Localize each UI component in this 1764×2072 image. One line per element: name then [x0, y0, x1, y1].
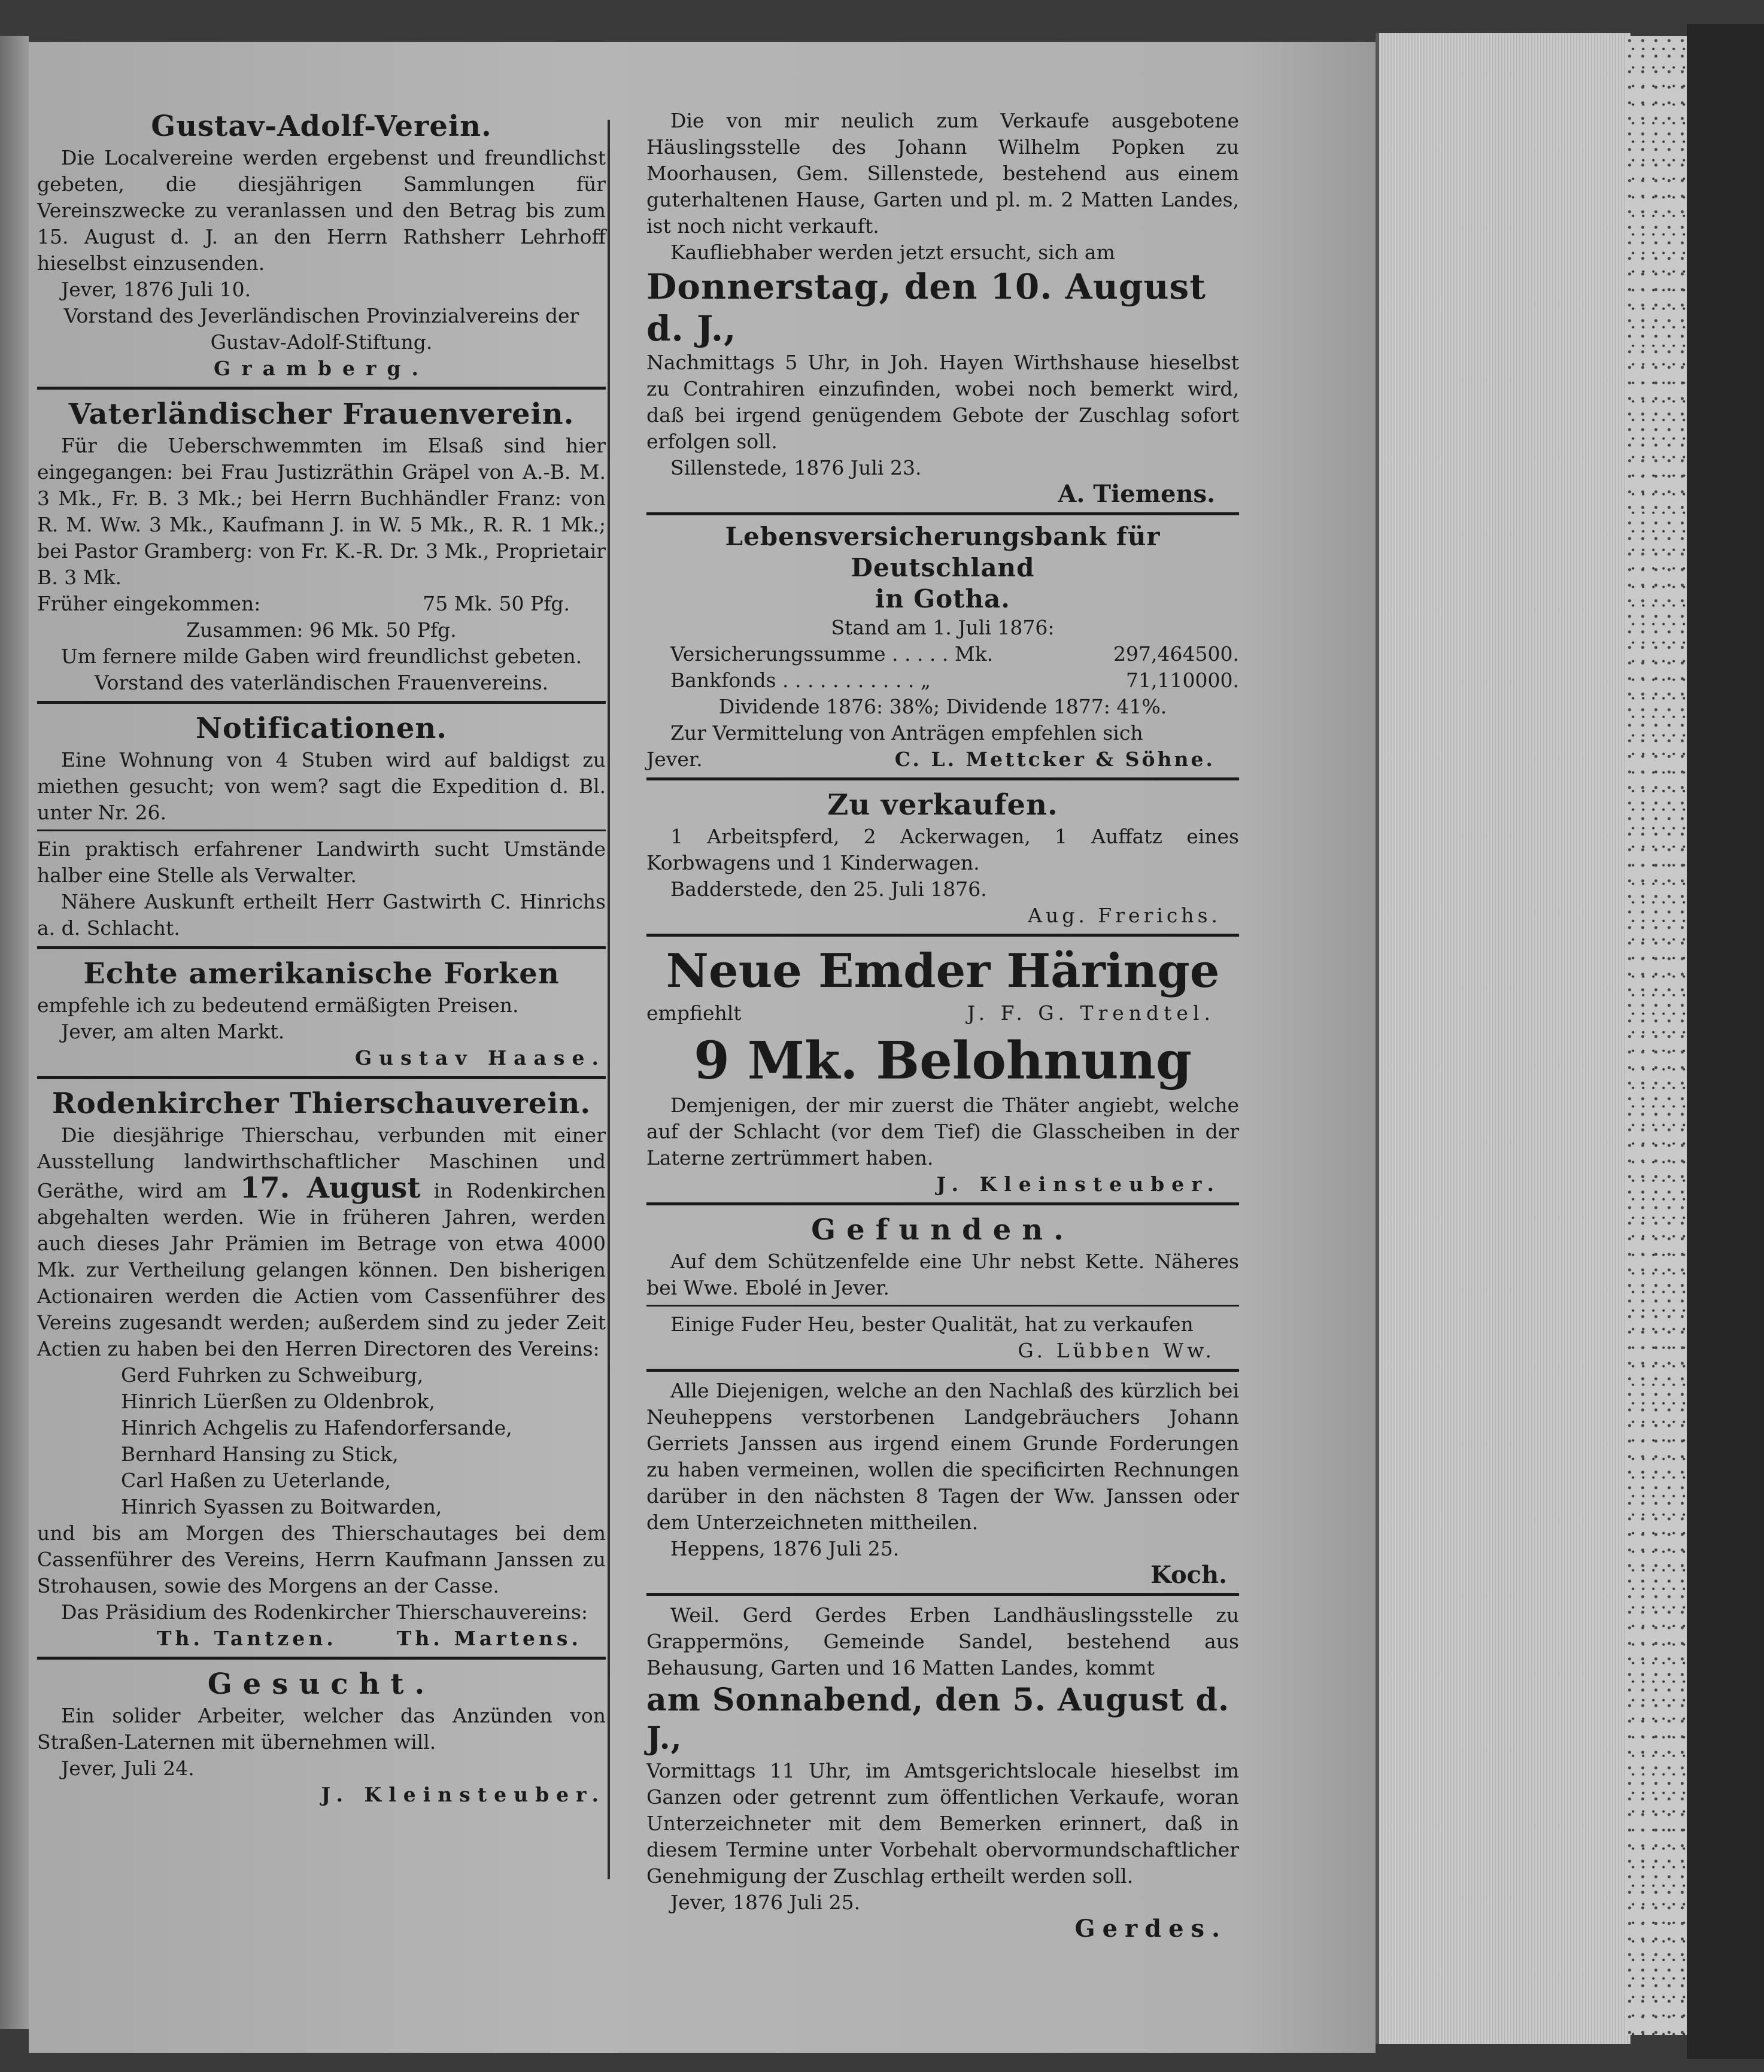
ad-body: Alle Diejenigen, welche an den Nachlaß des kürzlich bei Neuheppens verstorbenen Landgebräuchers Johann Gerriets Janssen aus irgend einem Grunde Forderungen zu haben vermeinen, wollen die specificirten Rechnungen darüber in den nächsten 8 Tagen der Ww. Janssen oder dem Unterzeichneten mittheilen.	[646, 1379, 1239, 1534]
ad-signature: Koch.	[1150, 1561, 1227, 1589]
separator-rule	[37, 830, 606, 831]
ad-body: Auf dem Schützenfelde eine Uhr nebst Kette. Näheres bei Wwe. Ebolé in Jever.	[646, 1250, 1239, 1299]
ad-emder-haeringe	[646, 943, 1239, 1026]
book-cover	[1687, 24, 1764, 2059]
ad-date: Jever, 1876 Juli 10.	[61, 278, 251, 301]
separator-rule	[37, 1076, 606, 1079]
signatures	[37, 1626, 606, 1652]
separator-rule	[646, 777, 1239, 780]
ad-signature: J. Kleinsteuber.	[321, 1783, 606, 1806]
ad-title-2: in Gotha.	[875, 584, 1010, 613]
notice-farmer: Ein praktisch erfahrener Landwirth sucht Umstände halber eine Stelle als Verwalter.	[37, 837, 606, 887]
ad-body: empfehle ich zu bedeutend ermäßigten Preisen.	[37, 994, 519, 1017]
director: Gerd Fuhrken zu Schweiburg,	[121, 1363, 424, 1387]
ad-place: Badderstede, den 25. Juli 1876.	[670, 877, 987, 901]
separator-rule	[646, 1593, 1239, 1596]
ad-notificationen	[37, 710, 606, 941]
ad-nachlass	[646, 1378, 1239, 1588]
ad-body: Die Localvereine werden ergebenst und freundlichst gebeten, die diesjährigen Sammlungen für Vereinszwecke zu veranlassen und den Betrag bis zum 15. August d. J. an den Herrn Rathsherr Lehrhoff hieselbst einzusenden.	[37, 146, 606, 275]
separator-rule	[646, 1369, 1239, 1372]
ad-body-2: Nachmittags 5 Uhr, in Joh. Hayen Wirthshause hieselbst zu Contrahiren einzufinden, wobei noch bemerkt wird, daß bei irgend genügendem Gebote der Zuschlag sofort erfolgen soll.	[646, 351, 1239, 453]
separator-rule	[646, 1202, 1239, 1205]
ad-gustav-adolf-verein	[37, 108, 606, 382]
ad-frauenverein	[37, 396, 606, 696]
ad-place: Jever, 1876 Juli 25.	[670, 1891, 861, 1914]
bank-signature-row	[646, 746, 1239, 773]
separator-rule	[646, 934, 1239, 937]
ad-zu-verkaufen	[646, 786, 1239, 929]
dividend: Dividende 1876: 38%; Dividende 1877: 41%.	[718, 695, 1167, 718]
ad-signature: Gramberg.	[214, 357, 429, 380]
left-column	[37, 108, 606, 1812]
ad-place: Heppens, 1876 Juli 25.	[670, 1537, 900, 1560]
ad-title: Neue Emder Häringe	[666, 944, 1220, 998]
bank-status: Stand am 1. Juli 1876:	[831, 616, 1055, 639]
notice-apartment: Eine Wohnung von 4 Stuben wird auf baldigst zu miethen gesucht; von wem? sagt die Expedition d. Bl. unter Nr. 26.	[37, 748, 606, 824]
ad-place: Jever.	[646, 748, 703, 771]
director: Hinrich Achgelis zu Hafendorfersande,	[121, 1416, 512, 1439]
ad-belohnung	[646, 1030, 1239, 1198]
separator-rule	[646, 512, 1239, 515]
ad-title: Echte amerikanische Forken	[83, 957, 560, 991]
ad-lebensversicherung	[646, 521, 1239, 773]
ad-title: 9 Mk. Belohnung	[693, 1031, 1192, 1091]
ad-body: Demjenigen, der mir zuerst die Thäter angiebt, welche auf der Schlacht (vor dem Tief) die Glasscheiben in der Laterne zertrümmert haben.	[646, 1093, 1239, 1169]
ad-title: Zu verkaufen.	[827, 788, 1058, 822]
column-divider	[608, 120, 610, 1879]
ad-signature: Aug. Frerichs.	[1028, 904, 1221, 927]
earlier-label: Früher eingekommen:	[37, 592, 261, 615]
ad-gesucht	[37, 1666, 606, 1808]
ad-board: Vorstand des vaterländischen Frauenvereins.	[94, 671, 549, 694]
ad-date: Jever, Juli 24.	[61, 1757, 195, 1780]
separator-rule	[37, 946, 606, 949]
sale-date: am Sonnabend, den 5. August d. J.,	[646, 1682, 1230, 1757]
ad-gefunden	[646, 1211, 1239, 1301]
ad-body-2: Vormittags 11 Uhr, im Amtsgerichtslocale hieselbst im Ganzen oder getrennt zum öffentlichen Verkaufe, woran Unterzeichneter mit dem Bemerken erinnert, daß in diesem Termine unter Vorbehalt obervormundschaftlicher Genehmigung der Zuschlag ertheilt werden soll.	[646, 1759, 1239, 1888]
sum-row	[646, 641, 1239, 667]
right-column	[646, 108, 1239, 1946]
earlier-row	[37, 591, 606, 617]
ad-popken-sale	[646, 108, 1239, 508]
director: Hinrich Lüerßen zu Oldenbrok,	[121, 1390, 435, 1413]
presidium: Das Präsidium des Rodenkircher Thierschauvereins:	[61, 1600, 588, 1624]
ad-signature: J. F. G. Trendtel.	[967, 1001, 1215, 1025]
director: Carl Haßen zu Ueterlande,	[121, 1469, 391, 1492]
ad-title: Vaterländischer Frauenverein.	[68, 397, 575, 431]
ad-title: Notificationen.	[196, 712, 447, 745]
ad-signature: G. Lübben Ww.	[1018, 1339, 1215, 1362]
signature-martens: Th. Martens.	[396, 1627, 582, 1650]
signature-tantzen: Th. Tantzen.	[157, 1627, 337, 1650]
notice-farmer-info: Nähere Auskunft ertheilt Herr Gastwirth C. Hinrichs a. d. Schlacht.	[37, 890, 606, 940]
ad-title: Gesucht.	[207, 1667, 436, 1701]
ad-body: 1 Arbeitspferd, 2 Ackerwagen, 1 Auffatz eines Korbwagens und 1 Kinderwagen.	[646, 825, 1239, 874]
separator-rule	[646, 1305, 1239, 1307]
ad-signature: J. Kleinsteuber.	[936, 1172, 1221, 1196]
fund-value: 71,110000.	[1126, 669, 1239, 692]
speckled-book-edge	[1627, 36, 1687, 2035]
ad-title: Rodenkircher Thierschauverein.	[51, 1087, 591, 1120]
ad-signature: Gerdes.	[1074, 1915, 1227, 1943]
ad-request: Um fernere milde Gaben wird freundlichst gebeten.	[60, 645, 582, 668]
separator-rule	[37, 701, 606, 704]
ad-signature: C. L. Mettcker & Söhne.	[894, 748, 1215, 771]
directors-list	[37, 1362, 606, 1520]
fund-row	[646, 667, 1239, 694]
separator-rule	[37, 387, 606, 390]
ad-body	[37, 1122, 606, 1362]
ad-heu	[646, 1311, 1239, 1364]
separator-rule	[37, 1657, 606, 1660]
fund-label: Bankfonds . . . . . . . . . . . „	[670, 669, 931, 692]
ad-title: Gustav-Adolf-Verein.	[151, 110, 492, 143]
ad-body: Einige Fuder Heu, bester Qualität, hat zu verkaufen	[670, 1313, 1194, 1336]
ad-body: Ein solider Arbeiter, welcher das Anzünden von Straßen-Laternen mit übernehmen will.	[37, 1704, 606, 1754]
earlier-value: 75 Mk. 50 Pfg.	[423, 592, 570, 615]
ad-place: Jever, am alten Markt.	[61, 1020, 285, 1043]
ad-place: Sillenstede, 1876 Juli 23.	[670, 456, 922, 479]
ad-signature: Gustav Haase.	[354, 1046, 606, 1070]
body-part-1: Die diesjährige Thierschau, verbunden mit einer Ausstellung landwirthschaftlicher Maschinen und Geräthe, wird am	[37, 1123, 606, 1202]
sale-date: Donnerstag, den 10. August d. J.,	[646, 266, 1206, 349]
page-stack-edge	[1376, 33, 1631, 2044]
body-part-3: und bis am Morgen des Thierschautages bei dem Cassenführer des Vereins, Herrn Kaufmann Janssen zu Strohausen, sowie des Morgens an der Casse.	[37, 1521, 606, 1597]
ad-signature: A. Tiemens.	[1058, 480, 1215, 508]
sum-label: Versicherungssumme . . . . . Mk.	[670, 642, 994, 666]
director: Hinrich Syassen zu Boitwarden,	[121, 1495, 442, 1518]
ad-board: Vorstand des Jeverländischen Provinzialvereins der Gustav-Adolf-Stiftung.	[63, 304, 579, 354]
ad-thierschauverein	[37, 1085, 606, 1652]
ad-label: empfiehlt	[646, 1001, 742, 1025]
haeringe-row	[646, 1000, 1239, 1026]
ad-title: Gefunden.	[811, 1213, 1074, 1247]
body-part-2: in Rodenkirchen abgehalten werden. Wie in früheren Jahren, werden auch dieses Jahr Prämien im Betrage von etwa 4000 Mk. zur Vertheilung gelangen können. Den bisherigen Actionairen werden die Actien vom Cassenführer des Vereins zugesandt werden; außerdem sind zu jeder Zeit Actien zu haben bei den Herren Directoren des Vereins:	[37, 1179, 606, 1360]
ad-body: Für die Ueberschwemmten im Elsaß sind hier eingegangen: bei Frau Justizräthin Gräpel von A.-B. M. 3 Mk., Fr. B. 3 Mk.; bei Herrn Buchhändler Franz: von R. M. Ww. 3 Mk., Kaufmann J. in W. 5 Mk., R. R. 1 Mk.; bei Pastor Gramberg: von Fr. K.-R. Dr. 3 Mk., Proprietair B. 3 Mk.	[37, 434, 606, 589]
bank-offer: Zur Vermittelung von Anträgen empfehlen sich	[670, 721, 1143, 745]
event-date: 17. August	[239, 1171, 421, 1205]
facing-page-edge	[0, 36, 29, 2029]
ad-gerdes-sale	[646, 1602, 1239, 1942]
ad-title: Lebensversicherungsbank für Deutschland	[725, 522, 1161, 582]
ad-body: Die von mir neulich zum Verkaufe ausgebotene Häuslingsstelle des Johann Wilhelm Popken zu Moorhausen, Gem. Sillenstede, bestehend aus einem guterhaltenen Hause, Garten und pl. m. 2 Matten Landes, ist noch nicht verkauft.	[646, 109, 1239, 238]
sum-value: 297,464500.	[1113, 642, 1239, 666]
ad-invite: Kaufliebhaber werden jetzt ersucht, sich am	[670, 241, 1115, 264]
director: Bernhard Hansing zu Stick,	[121, 1442, 399, 1466]
ad-body: Weil. Gerd Gerdes Erben Landhäuslingsstelle zu Grappermöns, Gemeinde Sandel, bestehend aus Behausung, Garten und 16 Matten Landes, kommt	[646, 1603, 1239, 1679]
ad-forken	[37, 955, 606, 1071]
total: Zusammen: 96 Mk. 50 Pfg.	[186, 618, 457, 642]
